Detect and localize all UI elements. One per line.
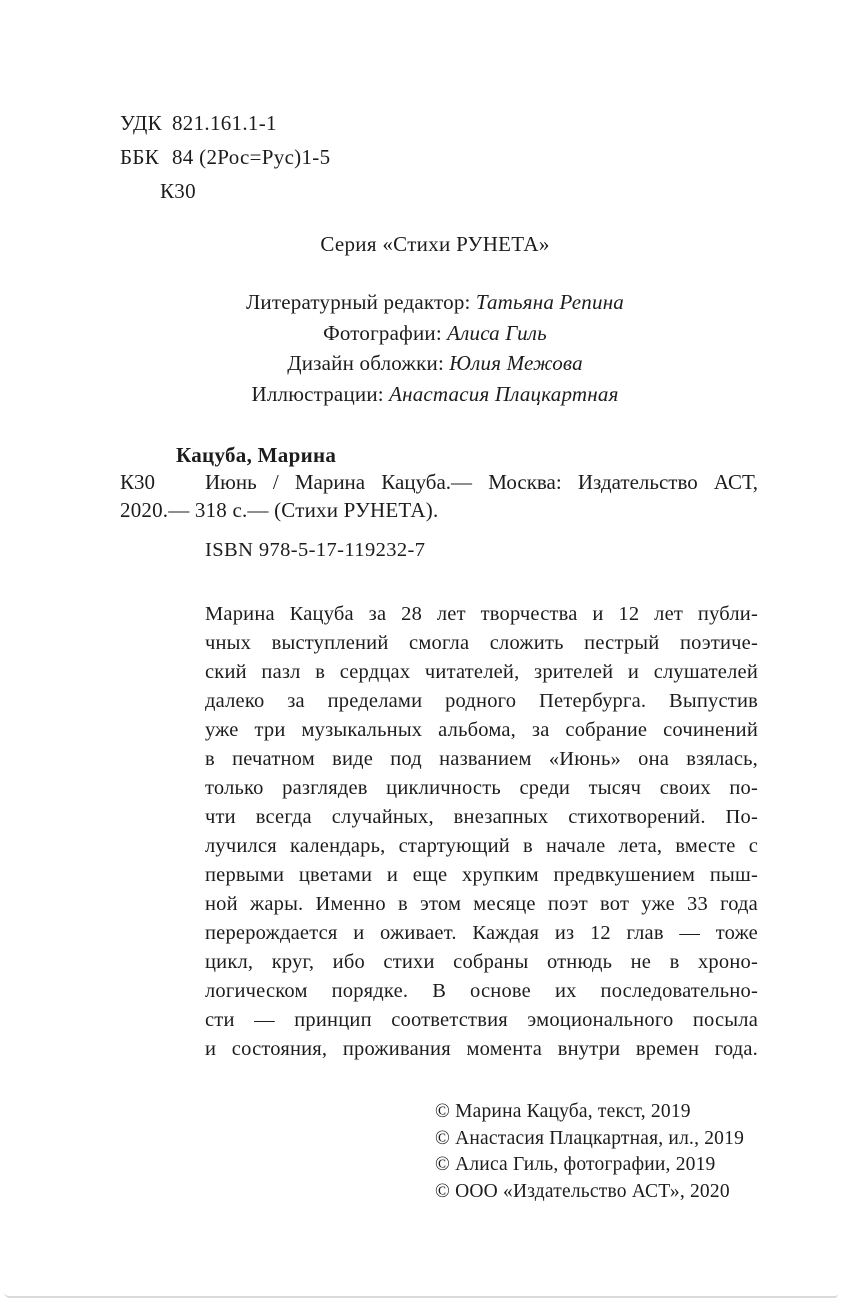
- credit-name: Юлия Межова: [449, 351, 583, 375]
- copyright-block: [435, 1099, 744, 1205]
- annotation-line: лучился календарь, стартующий в начале лета, вместе с: [205, 835, 758, 857]
- bbk-row: [120, 140, 330, 174]
- credit-line: [26, 348, 844, 379]
- credit-line: [26, 379, 844, 410]
- annotation-line: перерождается и оживает. Каждая из 12 глав — тоже: [205, 922, 758, 944]
- bbk-value: 84 (2Рос=Рус)1-5: [172, 145, 331, 169]
- annotation-line: первыми цветами и еще хрупким предвкушением пыш-: [205, 864, 758, 886]
- annotation-line: цикл, круг, ибо стихи собраны отнюдь не в хроно-: [205, 951, 758, 973]
- annotation-line: и состояния, проживания момента внутри времен года.: [205, 1038, 758, 1060]
- credit-role: Фотографии:: [323, 320, 442, 345]
- bbk-label: ББК: [120, 145, 160, 169]
- annotation-line: только разглядев цикличность среди тысяч своих по-: [205, 777, 758, 799]
- annotation-line: логическом порядке. В основе их последовательно-: [205, 980, 758, 1002]
- copyright-line: © Анастасия Плацкартная, ил., 2019: [435, 1127, 745, 1149]
- page-bottom-edge: [4, 1292, 838, 1298]
- annotation-line: Марина Кацуба за 28 лет творчества и 12 лет публи-: [205, 603, 758, 625]
- author-code: К30: [160, 179, 196, 203]
- annotation-line: чти всегда случайных, внезапных стихотворений. По-: [205, 806, 758, 828]
- annotation-line: чных выступлений смогла сложить пестрый поэтиче-: [205, 632, 758, 654]
- credit-name: Алиса Гиль: [447, 320, 547, 345]
- annotation-line: далеко за пределами родного Петербурга. Выпустив: [205, 690, 758, 712]
- annotation-line: сти — принцип соответствия эмоционального посыла: [205, 1009, 758, 1031]
- annotation-line: ский пазл в сердцах читателей, зрителей и слушателей: [205, 661, 758, 683]
- copyright-line: © ООО «Издательство АСТ», 2020: [435, 1180, 730, 1202]
- credit-line: [26, 318, 844, 349]
- annotation-line: в печатном виде под названием «Июнь» она взялась,: [205, 748, 758, 770]
- credit-name: Татьяна Репина: [475, 290, 625, 314]
- isbn: ISBN 978-5-17-119232-7: [205, 539, 426, 561]
- annotation-block: [205, 600, 758, 1064]
- catalog-code: К30: [120, 470, 156, 494]
- copyright-line: © Алиса Гиль, фотографии, 2019: [435, 1154, 716, 1175]
- catalog-entry-line2: 2020.— 318 с.— (Стихи РУНЕТА).: [120, 498, 439, 522]
- classification-block: [120, 106, 330, 208]
- credit-name: Анастасия Плацкартная: [389, 381, 619, 406]
- credit-role: Иллюстрации:: [251, 381, 384, 406]
- credit-role: Дизайн обложки:: [287, 351, 445, 375]
- catalog-entry-line1: Июнь / Марина Кацуба.— Москва: Издательство АСТ,: [205, 470, 758, 494]
- udk-row: [120, 106, 330, 140]
- credit-role: Литературный редактор:: [245, 290, 471, 314]
- series-title: Серия «Стихи РУНЕТА»: [320, 232, 550, 256]
- copyright-line: © Марина Кацуба, текст, 2019: [435, 1101, 691, 1122]
- udk-label: УДК: [120, 111, 162, 135]
- credits-block: [26, 287, 844, 409]
- catalog-author: Кацуба, Марина: [176, 443, 337, 467]
- udk-value: 821.161.1-1: [172, 111, 277, 135]
- credit-line: [26, 287, 844, 318]
- annotation-line: уже три музыкальных альбома, за собрание сочинений: [205, 719, 758, 741]
- annotation-line: ной жары. Именно в этом месяце поэт вот уже 33 года: [205, 893, 758, 915]
